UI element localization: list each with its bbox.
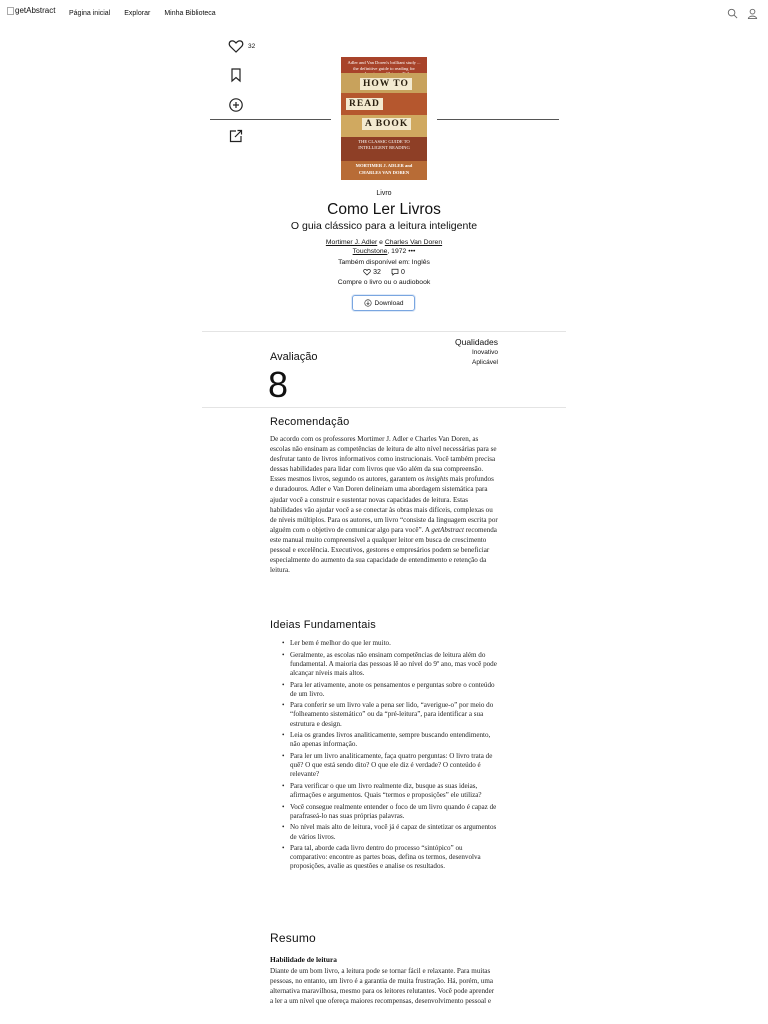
recommendation-text-part: mais profundos e duradouros. Adler e Van Doren delineiam uma abordagem sistemática para ajudar você a construir e sustentar novas capacidades de leitura. Estas habilidades vão ajudar você a se conectar às obras mais difíceis, complexas ou de níveis múltiplos. Para os autores, um livro “consiste da linguagem escrita por alguém com o objetivo de comunicar algo para você”. A xyxy=(270,475,498,534)
key-ideas-section xyxy=(270,619,498,874)
recommendation-heading: Recomendação xyxy=(270,416,350,428)
add-circle-icon xyxy=(228,97,244,113)
author-link[interactable]: Mortimer J. Adler xyxy=(325,239,378,246)
likes-stat xyxy=(363,268,381,276)
cover-author-1: MORTIMER J. ADLER and xyxy=(355,163,413,168)
more-button[interactable]: ••• xyxy=(406,248,416,255)
list-item: • Para verificar o que um livro realmente diz, busque as suas ideias, afirmações e argumentos. Quais “termos e proposições” ele utiliza? xyxy=(270,782,498,800)
list-item: • Ler bem é melhor do que ler muito. xyxy=(270,639,498,648)
list-item: • Você consegue realmente entender o foco de um livro quando é capaz de parafraseá-lo nas suas próprias palavras. xyxy=(270,803,498,821)
list-item: • Para tal, aborde cada livro dentro do processo “sintópico” ou comparativo: encontre as partes boas, defina os termos, desenvolva proposições, avalie as questões e analise os resultados. xyxy=(270,844,498,871)
key-ideas-list xyxy=(270,639,498,872)
book-cover xyxy=(341,57,427,180)
share-icon xyxy=(228,128,244,144)
list-item: • Para ler um livro analiticamente, faça quatro perguntas: O livro trata de quê? O que está sendo dito? O que ele diz é verdade? O conteúdo é relevante? xyxy=(270,752,498,779)
book-stats xyxy=(0,268,768,276)
list-item: • Para conferir se um livro vale a pena ser lido, “averigue-o” por meio do “folheamento sistemático” ou da “pré-leitura”, para identificar a sua estrutura e design. xyxy=(270,701,498,728)
recommendation-text xyxy=(270,434,498,575)
quality-item: Aplicável xyxy=(471,359,498,367)
bookmark-icon xyxy=(228,67,244,83)
summary-heading: Resumo xyxy=(270,931,316,945)
nav-links xyxy=(69,10,216,17)
cover-title-word: HOW TO xyxy=(360,78,412,90)
cover-blurb: Adler and Van Doren's brilliant study ... the definitive guide to reading for xyxy=(347,60,421,71)
download-icon xyxy=(364,299,372,307)
cover-rule-left xyxy=(210,119,331,120)
bookmark-button[interactable] xyxy=(228,67,244,83)
qualities-label: Qualidades xyxy=(454,337,498,347)
list-item: • No nível mais alto de leitura, você já é capaz de sintetizar os argumentos de vários livros. xyxy=(270,823,498,841)
nav-link-home[interactable]: Página inicial xyxy=(69,10,111,17)
download-button[interactable] xyxy=(352,295,415,311)
recommendation-text-emphasis: insights xyxy=(426,475,449,484)
logo-alt-text: getAbstract xyxy=(15,6,56,15)
cover-title-word: READ xyxy=(346,98,383,110)
quality-item: Inovativo xyxy=(471,349,498,357)
comments-count: 0 xyxy=(400,268,405,276)
summary-text: Diante de um bom livro, a leitura pode se tornar fácil e relaxante. Para muitas pessoas, no entanto, um livro é a garantia de muita frustração. Há, porém, uma alternativa maravilhosa, mesmo para os leitores relutantes. Você pode aprender a ler a um nível que ofereça maiores recompensas, desenvolvimento pessoal e xyxy=(270,967,495,1006)
book-title: Como Ler Livros xyxy=(327,201,441,218)
divider xyxy=(202,331,566,332)
cover-title-word: A BOOK xyxy=(362,118,411,130)
nav-link-library[interactable]: Minha Biblioteca xyxy=(164,10,216,17)
book-publisher xyxy=(0,248,768,255)
user-icon[interactable] xyxy=(747,8,758,19)
book-type: Livro xyxy=(376,190,392,197)
recommendation-text-emphasis: getAbstract xyxy=(431,525,465,534)
authors-separator: e xyxy=(377,239,385,246)
buy-link[interactable]: Compre o livro ou o audiobook xyxy=(337,279,431,286)
list-item: • Geralmente, as escolas não ensinam competências de leitura além do fundamental. A maioria das pessoas lê ao nível do 9º ano, mas você pode alcançar níveis mais altos. xyxy=(270,651,498,678)
likes-count: 32 xyxy=(373,268,381,276)
summary-section xyxy=(270,931,498,1006)
comments-stat xyxy=(391,268,405,276)
comment-icon xyxy=(391,268,399,276)
recommendation-text-part: recomenda este manual muito compreensível a qualquer leitor em busca de crescimento pessoal e excelência. Executivos, gestores e empresários podem se beneficiar especialmente do aumento da sua capacidade de entendimento e retenção da leitura. xyxy=(270,525,497,575)
cover-subtitle: THE CLASSIC GUIDE TO INTELLIGENT READING xyxy=(358,139,410,150)
like-button[interactable] xyxy=(228,38,255,54)
add-to-list-button[interactable] xyxy=(228,97,244,113)
also-available[interactable]: Também disponível em: Inglês xyxy=(338,259,430,266)
top-navigation xyxy=(0,0,768,28)
heart-icon xyxy=(363,268,371,276)
share-button[interactable] xyxy=(228,128,244,144)
search-icon[interactable] xyxy=(727,8,738,19)
book-subtitle: O guia clássico para a leitura inteligente xyxy=(290,220,478,232)
recommendation-text-part: De acordo com os professores Mortimer J. Adler e Charles Van Doren, as escolas não ensinam as competências de leitura de alto nível necessárias para se desfrutar tanto de livros informativos como instrucionais. Você também precisa dessas habilidades para lidar com livros que vão além da sua compreensão. Esses mesmos livros, segundo os autores, garantem os xyxy=(270,435,497,484)
author-link[interactable]: Charles Van Doren xyxy=(384,239,443,246)
list-item: • Leia os grandes livros analiticamente, sempre buscando entendimento, não apenas informação. xyxy=(270,731,498,749)
heart-icon xyxy=(228,38,244,54)
publish-year: , 1972 xyxy=(387,248,407,255)
summary-subheading: Habilidade de leitura xyxy=(270,955,337,964)
nav-link-explore[interactable]: Explorar xyxy=(124,10,151,17)
nav-icons xyxy=(727,8,758,19)
rating-value: 8 xyxy=(268,364,289,405)
qualities xyxy=(455,337,498,369)
publisher-link[interactable]: Touchstone xyxy=(352,248,388,255)
key-ideas-heading: Ideias Fundamentais xyxy=(270,619,376,631)
cover-rule-right xyxy=(437,119,559,120)
download-label: Download xyxy=(374,299,404,307)
rating-label: Avaliação xyxy=(270,351,318,363)
like-count: 32 xyxy=(248,42,256,50)
list-item: • Para ler ativamente, anote os pensamentos e perguntas sobre o conteúdo de um livro. xyxy=(270,681,498,699)
broken-image-icon xyxy=(7,7,14,15)
cover-author-2: CHARLES VAN DOREN xyxy=(358,170,410,175)
divider xyxy=(202,407,566,408)
logo[interactable] xyxy=(7,6,55,15)
recommendation-section xyxy=(270,416,498,575)
book-authors xyxy=(0,239,768,246)
